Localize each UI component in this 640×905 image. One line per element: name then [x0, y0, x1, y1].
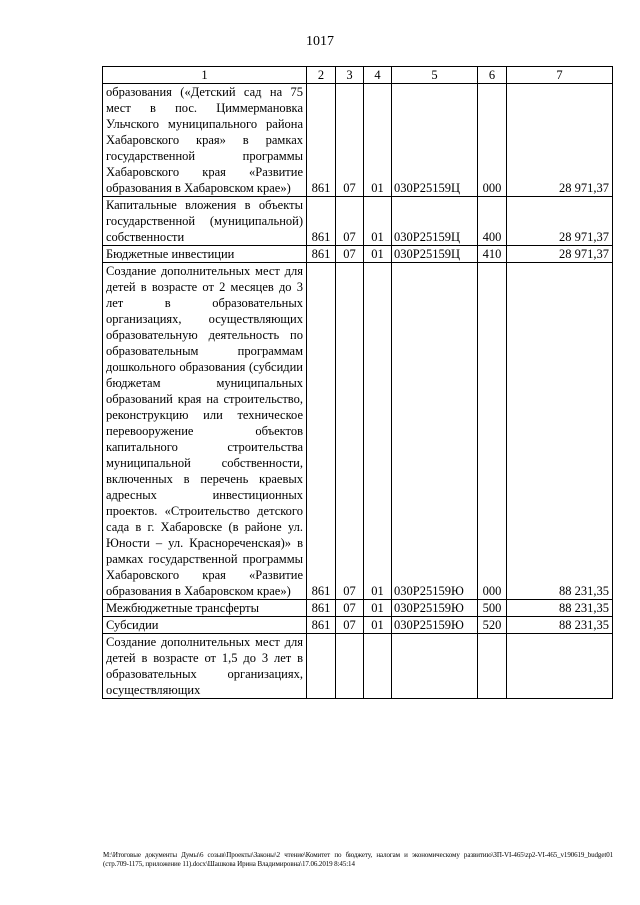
row-target-article: 030Р25159Ю — [392, 600, 478, 617]
row-ministry-code — [307, 634, 336, 699]
table-row — [103, 197, 613, 246]
row-section-code: 07 — [336, 263, 364, 600]
header-cell: 7 — [507, 67, 613, 84]
table-row — [103, 634, 613, 699]
table-row — [103, 84, 613, 197]
row-name: Межбюджетные трансферты — [103, 600, 307, 617]
header-cell: 6 — [478, 67, 507, 84]
row-amount — [507, 634, 613, 699]
budget-table — [102, 66, 613, 699]
row-ministry-code: 861 — [307, 600, 336, 617]
row-expense-type: 520 — [478, 617, 507, 634]
row-amount: 88 231,35 — [507, 263, 613, 600]
row-ministry-code: 861 — [307, 197, 336, 246]
header-cell: 1 — [103, 67, 307, 84]
row-section-code: 07 — [336, 600, 364, 617]
row-section-code — [336, 634, 364, 699]
row-ministry-code: 861 — [307, 84, 336, 197]
row-target-article: 030Р25159Ц — [392, 246, 478, 263]
row-name: Создание дополнительных мест для детей в возрасте от 1,5 до 3 лет в образовательных организациях, осуществляющих — [103, 634, 307, 699]
row-ministry-code: 861 — [307, 617, 336, 634]
row-amount: 88 231,35 — [507, 617, 613, 634]
row-name: Субсидии — [103, 617, 307, 634]
row-expense-type: 410 — [478, 246, 507, 263]
row-subsection-code: 01 — [364, 246, 392, 263]
row-amount: 28 971,37 — [507, 246, 613, 263]
row-target-article: 030Р25159Ю — [392, 263, 478, 600]
row-subsection-code — [364, 634, 392, 699]
row-amount: 28 971,37 — [507, 84, 613, 197]
table-header-row — [103, 67, 613, 84]
table-row — [103, 617, 613, 634]
row-section-code: 07 — [336, 84, 364, 197]
page-number: 1017 — [306, 34, 334, 49]
row-amount: 88 231,35 — [507, 600, 613, 617]
row-subsection-code: 01 — [364, 617, 392, 634]
header-cell: 4 — [364, 67, 392, 84]
row-section-code: 07 — [336, 617, 364, 634]
row-target-article: 030Р25159Ц — [392, 84, 478, 197]
row-section-code: 07 — [336, 197, 364, 246]
row-expense-type: 000 — [478, 84, 507, 197]
table-row — [103, 246, 613, 263]
row-amount: 28 971,37 — [507, 197, 613, 246]
header-cell: 5 — [392, 67, 478, 84]
row-expense-type — [478, 634, 507, 699]
row-target-article: 030Р25159Ц — [392, 197, 478, 246]
row-name: образования («Детский сад на 75 мест в пос. Циммермановка Ульчского муниципального района Хабаровского края» в рамках государственной программы Хабаровского края «Развитие образования в Хабаровском крае») — [103, 84, 307, 197]
row-name: Создание дополнительных мест для детей в возрасте от 2 месяцев до 3 лет в образовательных организациях, осуществляющих образовательную деятельность по образовательным программам дошкольного образования (субсидии бюджетам муниципальных образований края на строительство, реконструкцию или техническое перевооружение объектов капитального строительства муниципальной собственности, включенных в перечень краевых адресных инвестиционных проектов. «Строительство детского сада в г. Хабаровске (в районе ул. Юности – ул. Краснореченская)» в рамках государственной программы Хабаровского края «Развитие образования в Хабаровском крае») — [103, 263, 307, 600]
header-cell: 2 — [307, 67, 336, 84]
row-subsection-code: 01 — [364, 600, 392, 617]
row-name: Бюджетные инвестиции — [103, 246, 307, 263]
row-name: Капитальные вложения в объекты государственной (муниципальной) собственности — [103, 197, 307, 246]
row-expense-type: 500 — [478, 600, 507, 617]
row-expense-type: 400 — [478, 197, 507, 246]
row-subsection-code: 01 — [364, 197, 392, 246]
table-row — [103, 263, 613, 600]
file-path-footer: M:\Итоговые документы Думы\6 созыв\Проекты\Законы\2 чтение\Комитет по бюджету, налогам и экономическому развитию\ЗП-VI-465\zp2-VI-465_v190619_budget01 (стр.709-1175, приложение 11).docx\Шашкова Ирина Владимировна\17.06.2019 8:45:14 — [103, 851, 613, 868]
row-expense-type: 000 — [478, 263, 507, 600]
row-section-code: 07 — [336, 246, 364, 263]
row-target-article: 030Р25159Ю — [392, 617, 478, 634]
row-target-article — [392, 634, 478, 699]
row-subsection-code: 01 — [364, 84, 392, 197]
header-cell: 3 — [336, 67, 364, 84]
row-ministry-code: 861 — [307, 263, 336, 600]
row-ministry-code: 861 — [307, 246, 336, 263]
row-subsection-code: 01 — [364, 263, 392, 600]
table-row — [103, 600, 613, 617]
